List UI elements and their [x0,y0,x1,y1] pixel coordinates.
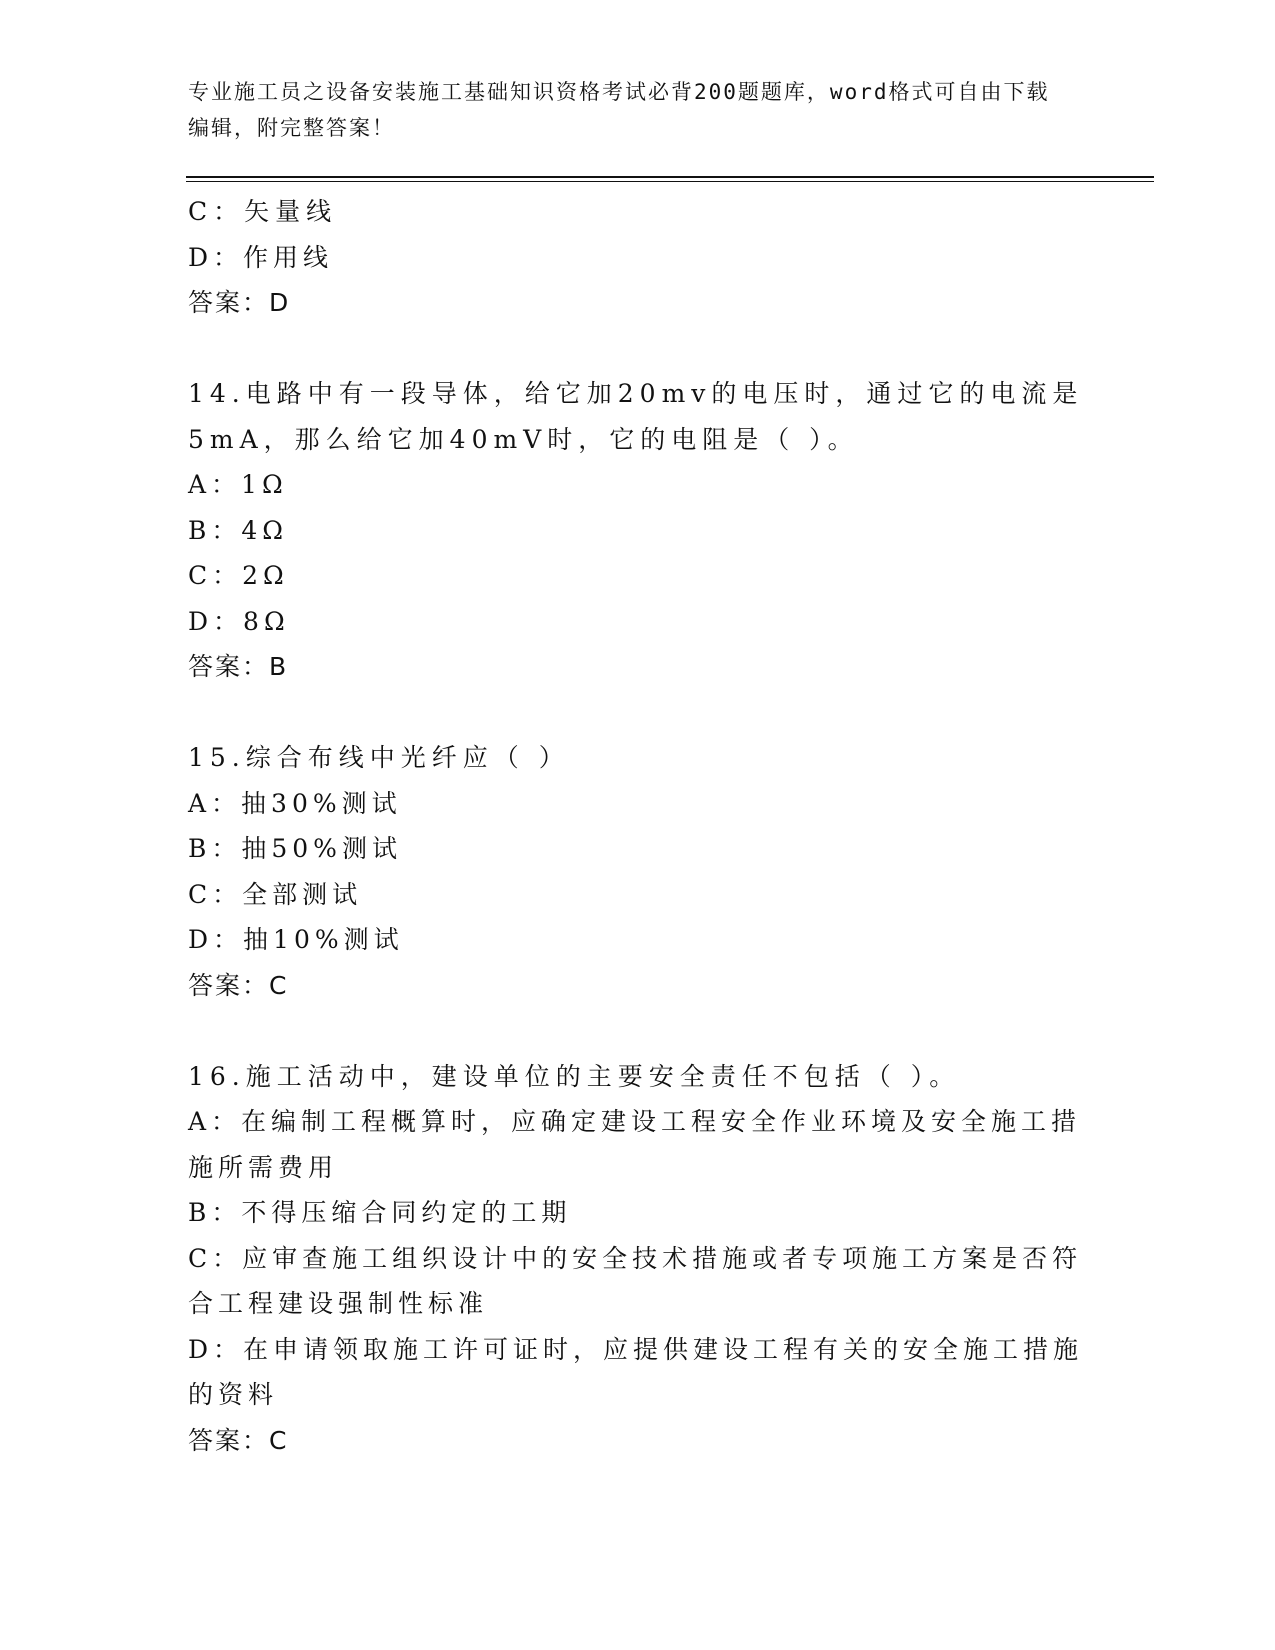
option-d: D：作用线 [188,242,334,272]
option-a: A：1Ω [188,470,288,499]
option-b: B：抽50%测试 [188,834,402,863]
question-16 [188,1054,1088,1464]
spacer [188,326,1088,372]
answer-line: 答案：D [188,288,291,317]
spacer [188,1008,1088,1054]
question-stem: 14.电路中有一段导体，给它加20mv的电压时，通过它的电流是5mA，那么给它加40mV时，它的电阻是（ ）。 [188,379,1084,454]
answer-line: 答案：C [188,1425,289,1455]
option-b: B：不得压缩合同约定的工期 [188,1198,572,1227]
option-c: C：矢量线 [188,197,338,226]
document-header: 专业施工员之设备安装施工基础知识资格考试必背200题题库，word格式可自由下载编辑，附完整答案！ [188,80,1050,140]
option-d: D：抽10%测试 [188,925,404,954]
option-a: A：在编制工程概算时，应确定建设工程安全作业环境及安全施工措施所需费用 [188,1107,1082,1182]
option-c: C：2Ω [188,561,289,590]
answer-line: 答案：C [188,970,289,1000]
option-c: C：应审查施工组织设计中的安全技术措施或者专项施工方案是否符合工程建设强制性标准 [188,1243,1083,1318]
header-divider-thick [186,176,1154,178]
spacer [188,690,1088,736]
option-c: C：全部测试 [188,879,363,909]
header-divider-thin [186,181,1154,182]
question-13-continued [188,189,1088,326]
question-stem: 15.综合布线中光纤应（ ） [188,743,570,772]
question-14 [188,371,1088,690]
option-b: B：4Ω [188,515,289,545]
option-a: A：抽30%测试 [188,788,402,818]
option-d: D：8Ω [188,606,290,636]
question-stem: 16.施工活动中，建设单位的主要安全责任不包括（ ）。 [188,1061,961,1091]
question-15 [188,735,1088,1008]
document-body [188,189,1088,1463]
answer-line: 答案：B [188,652,289,681]
option-d: D：在申请领取施工许可证时，应提供建设工程有关的安全施工措施的资料 [188,1334,1084,1409]
